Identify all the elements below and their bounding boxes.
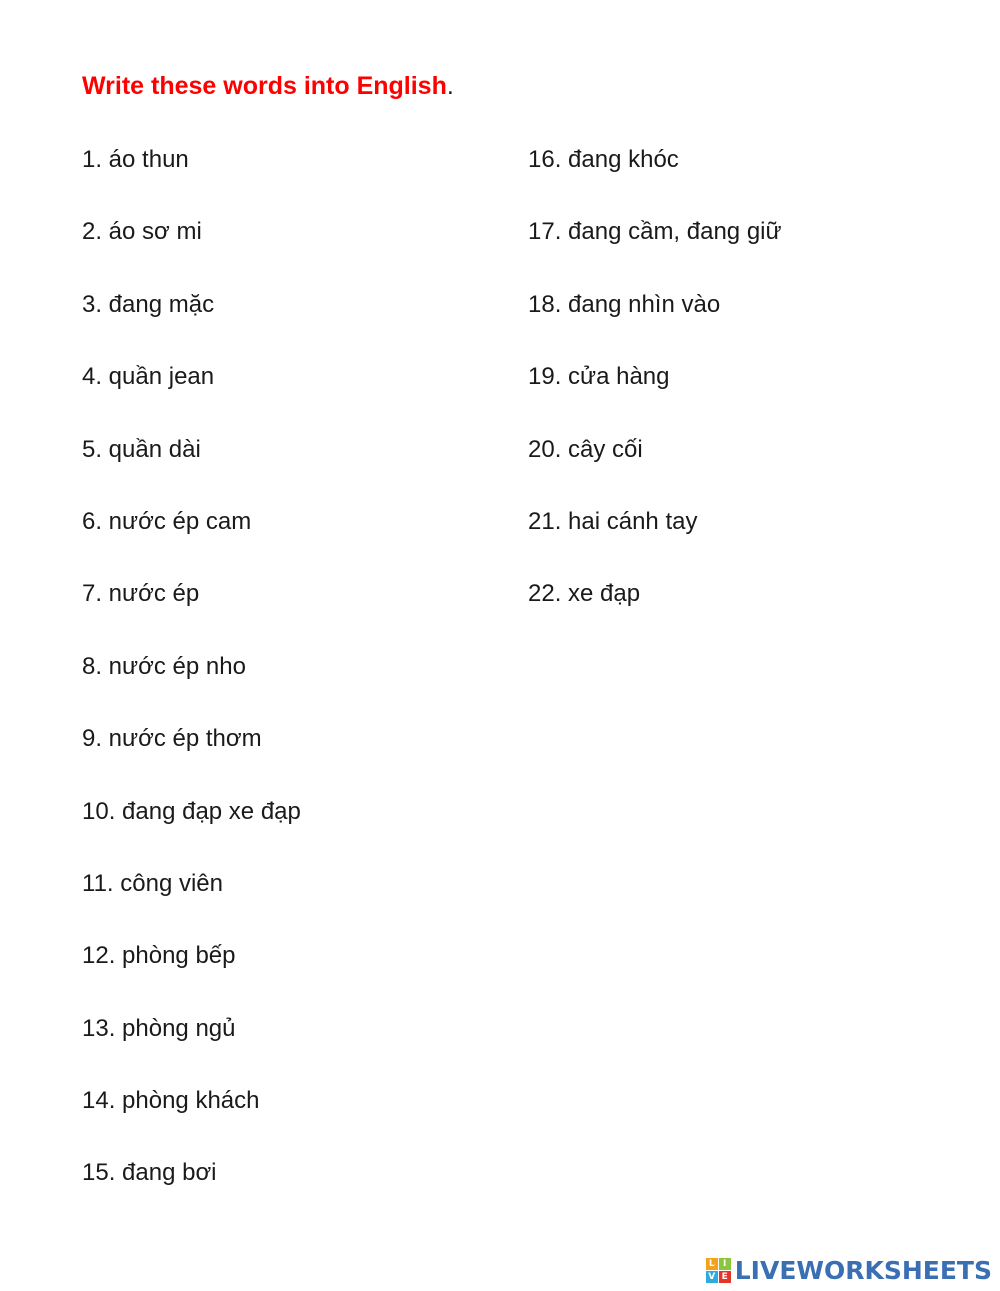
- list-item: 16. đang khóc: [528, 146, 679, 173]
- list-item: 1. áo thun: [82, 146, 189, 173]
- logo-text: LIVEWORKSHEETS: [734, 1256, 992, 1285]
- list-item: 13. phòng ngủ: [82, 1014, 236, 1042]
- logo-mark-icon: [706, 1258, 731, 1283]
- list-item: 18. đang nhìn vào: [528, 290, 721, 318]
- title-punct: .: [446, 72, 454, 100]
- word-list-left: [82, 140, 301, 1226]
- list-item: 21. hai cánh tay: [528, 507, 698, 535]
- worksheet-title: [82, 72, 454, 101]
- list-item: 15. đang bơi: [82, 1159, 217, 1187]
- list-item: 19. cửa hàng: [528, 363, 670, 391]
- list-item: 14. phòng khách: [82, 1087, 260, 1115]
- liveworksheets-logo: [706, 1256, 992, 1285]
- list-item: 12. phòng bếp: [82, 942, 236, 970]
- list-item: 4. quần jean: [82, 363, 215, 391]
- logo-mark-cell: V: [706, 1271, 718, 1283]
- list-item: 11. công viên: [82, 869, 223, 897]
- logo-mark-cell: I: [719, 1258, 731, 1270]
- list-item: 7. nước ép: [82, 580, 200, 608]
- list-item: 2. áo sơ mi: [82, 218, 202, 246]
- list-item: 22. xe đạp: [528, 580, 641, 608]
- list-item: 9. nước ép thơm: [82, 725, 262, 753]
- word-list-right: [528, 140, 782, 647]
- logo-mark-cell: E: [719, 1271, 731, 1283]
- list-item: 17. đang cầm, đang giữ: [528, 218, 782, 246]
- title-text: Write these words into English: [82, 72, 447, 100]
- list-item: 10. đang đạp xe đạp: [82, 797, 301, 825]
- list-item: 5. quần dài: [82, 435, 201, 463]
- logo-mark-cell: L: [706, 1258, 718, 1270]
- list-item: 20. cây cối: [528, 435, 643, 463]
- list-item: 8. nước ép nho: [82, 652, 246, 680]
- list-item: 6. nước ép cam: [82, 507, 252, 535]
- list-item: 3. đang mặc: [82, 290, 215, 318]
